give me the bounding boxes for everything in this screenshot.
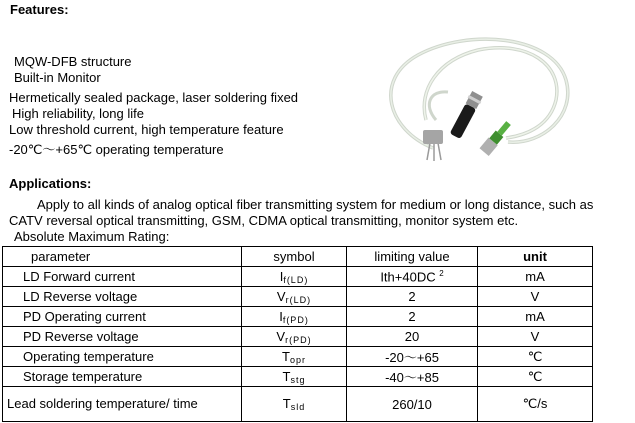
row-symbol: $T_{opr}$ bbox=[242, 347, 347, 367]
feature-item: MQW-DFB structure bbox=[14, 54, 132, 69]
table-row bbox=[3, 267, 593, 287]
rating-title: Absolute Maximum Rating: bbox=[14, 229, 170, 244]
row-unit: V bbox=[478, 287, 593, 307]
table-row bbox=[3, 387, 593, 422]
table-row bbox=[3, 287, 593, 307]
row-symbol: $I_{f(LD)}$ bbox=[242, 267, 347, 287]
absolute-max-rating-table bbox=[2, 246, 593, 422]
row-value: -40～+85 bbox=[347, 367, 478, 387]
table-row bbox=[3, 347, 593, 367]
row-parameter: PD Operating current bbox=[3, 307, 242, 327]
row-unit: V bbox=[478, 327, 593, 347]
features-heading: Features: bbox=[10, 2, 69, 17]
laser-module-image bbox=[378, 20, 578, 170]
row-parameter: Storage temperature bbox=[3, 367, 242, 387]
applications-text: CATV reversal optical transmitting, GSM, CDMA optical transmitting, monitor system etc. bbox=[9, 213, 519, 228]
row-symbol: $T_{stg}$ bbox=[242, 367, 347, 387]
table-row bbox=[3, 327, 593, 347]
row-value: 20 bbox=[347, 327, 478, 347]
row-unit: mA bbox=[478, 307, 593, 327]
row-symbol: $V_{r(PD)}$ bbox=[242, 327, 347, 347]
row-unit: ℃ bbox=[478, 367, 593, 387]
row-symbol: $V_{r(LD)}$ bbox=[242, 287, 347, 307]
row-value: 2 bbox=[347, 307, 478, 327]
row-value: 2 bbox=[347, 287, 478, 307]
feature-item: Low threshold current, high temperature feature bbox=[9, 122, 284, 137]
row-parameter: Lead soldering temperature/ time bbox=[3, 387, 242, 422]
table-header-row bbox=[3, 247, 593, 267]
table-row bbox=[3, 307, 593, 327]
feature-item: Hermetically sealed package, laser soldering fixed bbox=[9, 90, 299, 105]
row-unit: ℃/s bbox=[478, 387, 593, 422]
row-symbol: $I_{f(PD)}$ bbox=[242, 307, 347, 327]
row-parameter: Operating temperature bbox=[3, 347, 242, 367]
row-symbol: $T_{sld}$ bbox=[242, 387, 347, 422]
row-parameter: LD Reverse voltage bbox=[3, 287, 242, 307]
row-unit: mA bbox=[478, 267, 593, 287]
feature-item: Built-in Monitor bbox=[14, 70, 101, 85]
header-unit: unit bbox=[478, 247, 593, 267]
row-value: -20～+65 bbox=[347, 347, 478, 367]
feature-item: -20℃～+65℃ operating temperature bbox=[9, 142, 224, 157]
row-unit: ℃ bbox=[478, 347, 593, 367]
applications-text: Apply to all kinds of analog optical fiber transmitting system for medium or long distance, such as bbox=[37, 197, 594, 212]
row-value: Ith+40DC $^2$ bbox=[347, 267, 478, 287]
applications-heading: Applications: bbox=[9, 176, 92, 191]
header-symbol: symbol bbox=[242, 247, 347, 267]
header-limiting-value: limiting value bbox=[347, 247, 478, 267]
table-row bbox=[3, 367, 593, 387]
row-parameter: PD Reverse voltage bbox=[3, 327, 242, 347]
row-parameter: LD Forward current bbox=[3, 267, 242, 287]
header-parameter: parameter bbox=[3, 247, 242, 267]
row-value: 260/10 bbox=[347, 387, 478, 422]
feature-item: High reliability, long life bbox=[12, 106, 144, 121]
